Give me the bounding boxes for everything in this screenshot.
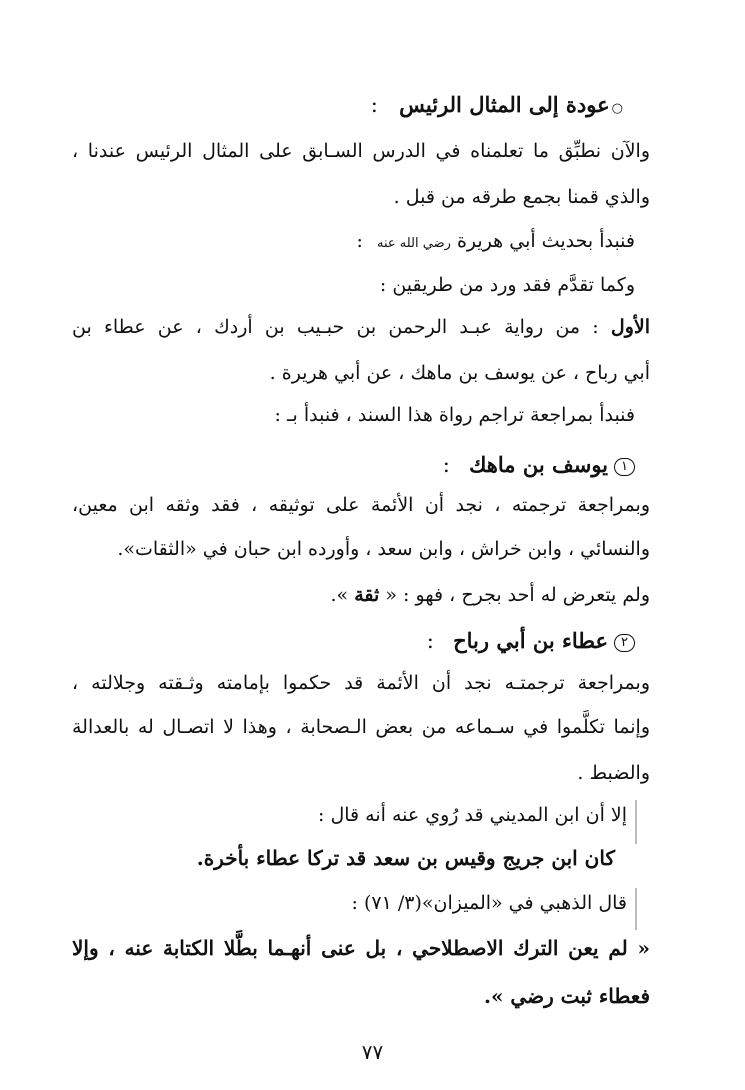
narrator-2-heading <box>427 628 635 654</box>
dhahabi-quote-line-2: فعطاء ثبت رضي ». <box>483 984 650 1008</box>
narrator-1-heading <box>443 452 635 478</box>
first-route-label: الأول <box>610 316 650 338</box>
first-route-line-2: أبي رباح ، عن يوسف بن ماهك ، عن أبي هريرة . <box>269 362 650 384</box>
narrator-1-name: يوسف بن ماهك <box>469 452 609 477</box>
narrator-2-line-1: وبمراجعة ترجمتـه نجد أن الأئمة قد حكموا بإمامته وثـقته وجلالته ، <box>72 672 650 694</box>
honorific-icon: رضي الله عنه <box>377 236 451 251</box>
narrator-1-line-1: وبمراجعة ترجمته ، نجد أن الأئمة على توثيقه ، فقد وثقه ابن معين، <box>72 494 650 516</box>
review-intro-line: فنبدأ بمراجعة تراجم رواة هذا السند ، فنبدأ بـ : <box>274 404 635 426</box>
narrator-2-line-2: وإنما تكلَّموا في سـماعه من بعض الـصحابة ، وهذا لا اتصـال له بالعدالة <box>72 716 650 738</box>
narrator-1-line-2: والنسائي ، وابن خراش ، وابن سعد ، وأورده ابن حبان في «الثقات». <box>117 538 650 560</box>
narrator-1-number: ١ <box>614 458 635 476</box>
narrator-2-line-3: والضبط . <box>577 762 650 784</box>
quote-bar <box>635 800 637 844</box>
section-heading-suffix: : <box>370 93 378 117</box>
hadith-start <box>357 230 635 253</box>
narrator-1-suffix: : <box>442 453 450 477</box>
verdict-prefix: ولم يتعرض له أحد بجرح ، فهو : « <box>385 584 650 606</box>
first-route-text: : من رواية عبـد الرحمن بن حبـيب بن أردك ، عن عطاء بن <box>72 316 599 338</box>
bullet-icon: ○ <box>611 101 623 116</box>
narrator-2-number: ٢ <box>614 634 635 652</box>
madini-quote: كان ابن جريج وقيس بن سعد قد تركا عطاء بأخرة. <box>196 846 615 870</box>
dhahabi-quote-line-1: « لم يعن الترك الاصطلاحي ، بل عنى أنهـما بطَّلا الكتابة عنه ، وإلا <box>72 936 650 960</box>
dhahabi-intro: قال الذهبي في «الميزان»(٣/ ٧١) : <box>351 892 627 914</box>
intro-line-1: والآن نطبِّق ما تعلمناه في الدرس السـابق على المثال الرئيس عندنا ، <box>72 140 650 162</box>
narrator-2-name: عطاء بن أبي رباح <box>453 628 609 653</box>
verdict-suffix: ». <box>330 584 349 606</box>
narrator-1-verdict-line <box>330 584 650 607</box>
narrator-2-suffix: : <box>426 629 434 653</box>
quote-bar-2 <box>635 888 637 930</box>
section-heading-label: عودة إلى المثال الرئيس <box>399 92 610 117</box>
madini-intro: إلا أن ابن المديني قد رُوي عنه أنه قال : <box>318 804 627 826</box>
page-number: ٧٧ <box>361 1040 384 1064</box>
hadith-start-text: فنبدأ بحديث أبي هريرة <box>456 230 635 252</box>
section-heading <box>371 92 623 118</box>
verdict-value: ثقة <box>354 584 380 606</box>
first-route-line-1 <box>72 316 650 339</box>
intro-line-2: والذي قمنا بجمع طرقه من قبل . <box>393 186 650 208</box>
as-mentioned-line: وكما تقدَّم فقد ورد من طريقين : <box>379 274 635 296</box>
hadith-start-suffix: : <box>356 230 363 252</box>
